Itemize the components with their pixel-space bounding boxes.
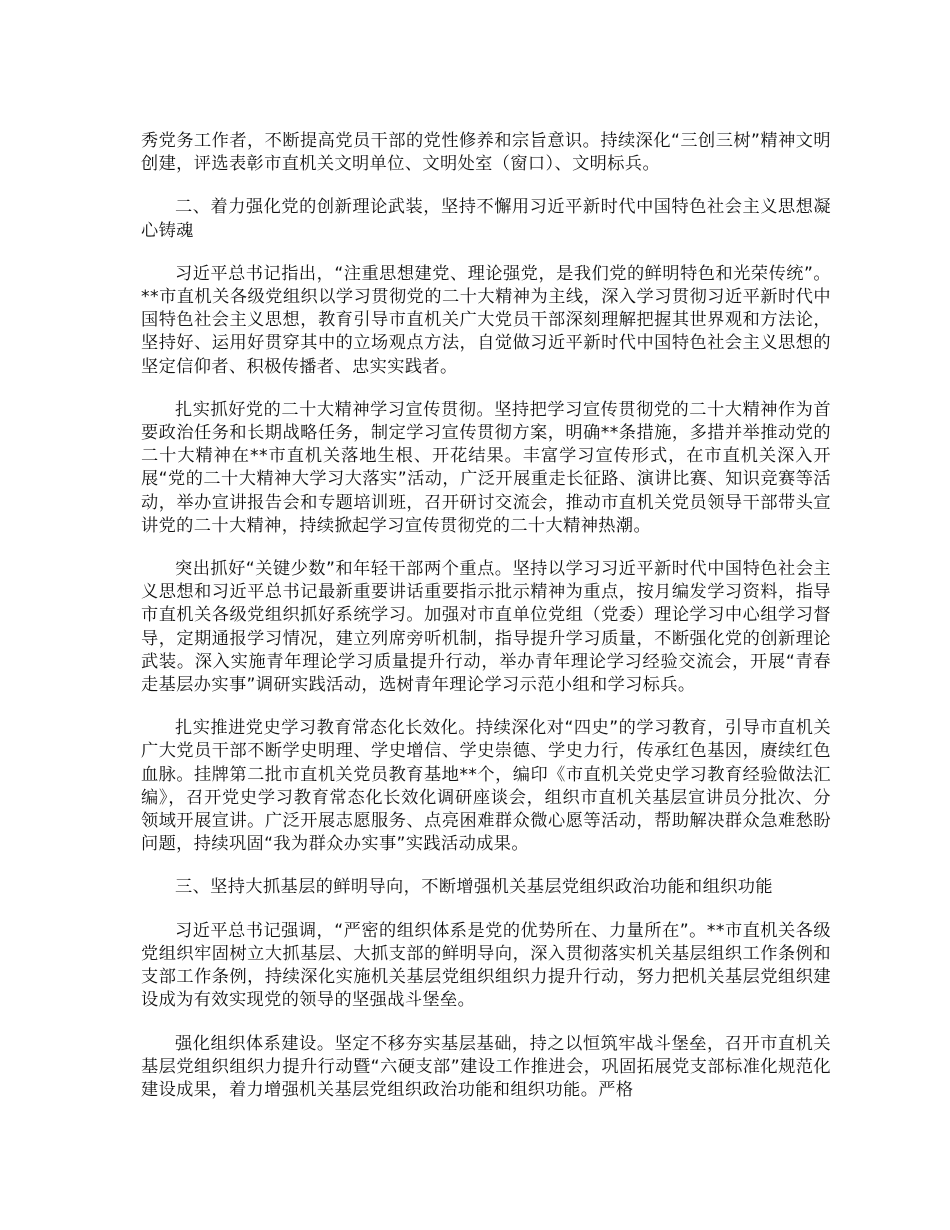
paragraph-1: 秀党务工作者，不断提高党员干部的党性修养和宗旨意识。持续深化“三创三树”精神文明创建，评选表彰市直机关文明单位、文明处室（窗口）、文明标兵。 (141, 131, 831, 175)
paragraph-9: 强化组织体系建设。坚定不移夯实基层基础，持之以恒筑牢战斗堡垒，召开市直机关基层党组织组织力提升行动暨“六硬支部”建设工作推进会，巩固拓展党支部标准化规范化建设成果，着力增强机关基层党组织政治功能和组织功能。严格 (141, 1033, 831, 1100)
paragraph-4: 扎实抓好党的二十大精神学习宣传贯彻。坚持把学习宣传贯彻党的二十大精神作为首要政治任务和长期战略任务，制定学习宣传贯彻方案，明确**条措施，多措并举推动党的二十大精神在**市直机关落地生根、开花结果。丰富学习宣传形式，在市直机关深入开展“党的二十大精神大学习大落实”活动，广泛开展重走长征路、演讲比赛、知识竞赛等活动，举办宣讲报告会和专题培训班，召开研讨交流会，推动市直机关党员领导干部带头宣讲党的二十大精神，持续掀起学习宣传贯彻党的二十大精神热潮。 (141, 399, 831, 536)
section-heading-3: 三、坚持大抓基层的鲜明导向，不断增强机关基层党组织政治功能和组织功能 (175, 877, 773, 898)
document-page (141, 130, 831, 1122)
paragraph-3: 习近平总书记指出，“注重思想建党、理论强党，是我们党的鲜明特色和光荣传统”。**市直机关各级党组织以学习贯彻党的二十大精神为主线，深入学习贯彻习近平新时代中国特色社会主义思想，教育引导市直机关广大党员干部深刻理解把握其世界观和方法论，坚持好、运用好贯穿其中的立场观点方法，自觉做习近平新时代中国特色社会主义思想的坚定信仰者、积极传播者、忠实实践者。 (141, 263, 831, 377)
section-heading-2: 二、着力强化党的创新理论武装，坚持不懈用习近平新时代中国特色社会主义思想凝心铸魂 (141, 197, 831, 241)
paragraph-6: 扎实推进党史学习教育常态化长效化。持续深化对“四史”的学习教育，引导市直机关广大党员干部不断学史明理、学史增信、学史崇德、学史力行，传承红色基因，赓续红色血脉。挂牌第二批市直机关党员教育基地**个，编印《市直机关党史学习教育经验做法汇编》，召开党史学习教育常态化长效化调研座谈会，组织市直机关基层宣讲员分批次、分领域开展宣讲。广泛开展志愿服务、点亮困难群众微心愿等活动，帮助解决群众急难愁盼问题，持续巩固“我为群众办实事”实践活动成果。 (141, 718, 831, 855)
paragraph-8: 习近平总书记强调，“严密的组织体系是党的优势所在、力量所在”。**市直机关各级党组织牢固树立大抓基层、大抓支部的鲜明导向，深入贯彻落实机关基层组织工作条例和支部工作条例，持续深化实施机关基层党组织组织力提升行动，努力把机关基层党组织建设成为有效实现党的领导的坚强战斗堡垒。 (141, 920, 831, 1011)
paragraph-5: 突出抓好“关键少数”和年轻干部两个重点。坚持以学习习近平新时代中国特色社会主义思想和习近平总书记最新重要讲话重要指示批示精神为重点，按月编发学习资料，指导市直机关各级党组织抓好系统学习。加强对市直单位党组（党委）理论学习中心组学习督导，定期通报学习情况，建立列席旁听机制，指导提升学习质量，不断强化党的创新理论武装。深入实施青年理论学习质量提升行动，举办青年理论学习经验交流会，开展“青春走基层办实事”调研实践活动，选树青年理论学习示范小组和学习标兵。 (141, 559, 831, 696)
